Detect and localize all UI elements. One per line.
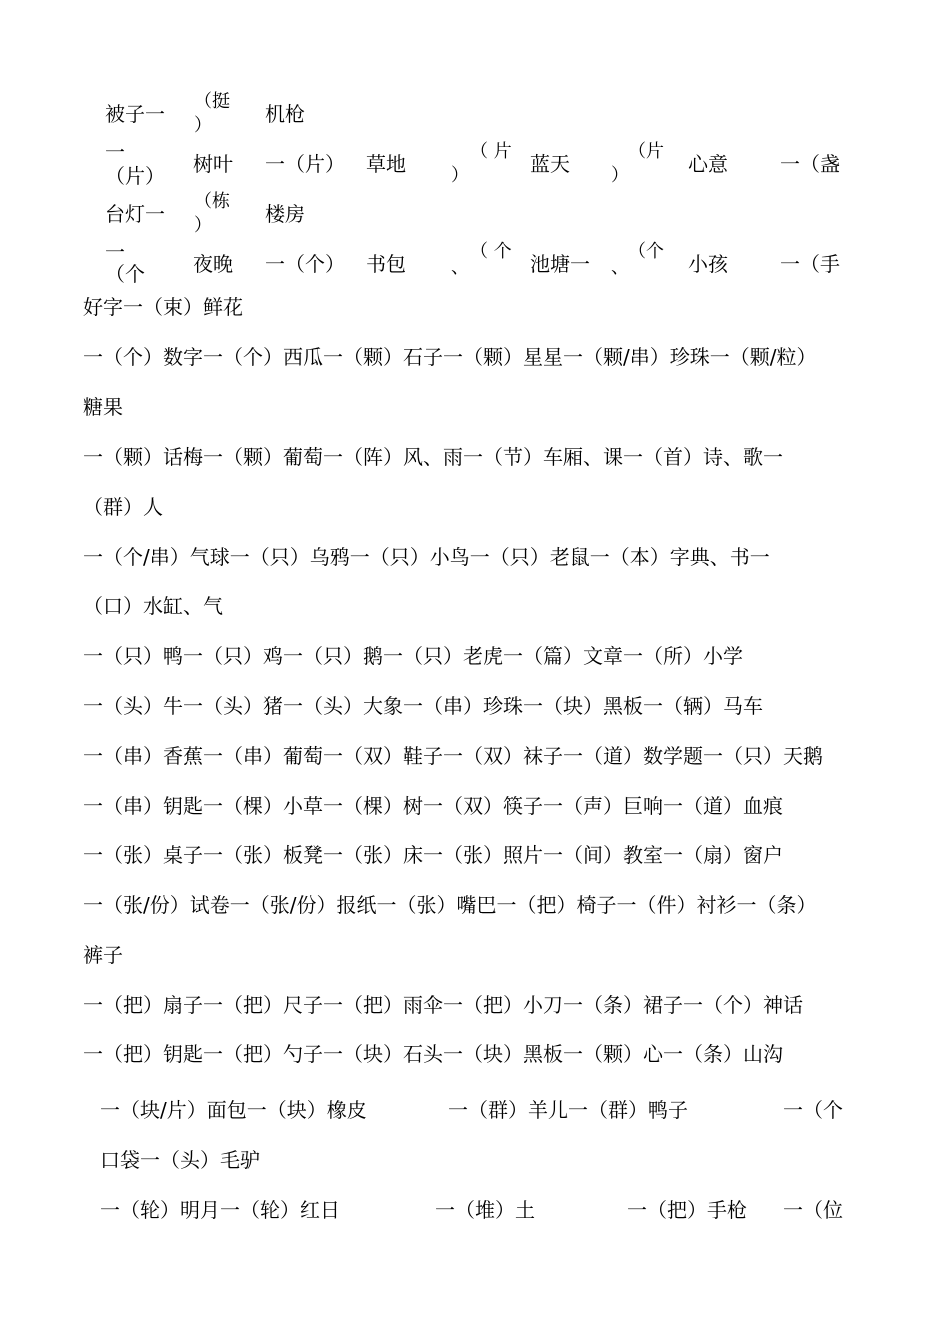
text-line: 一（位 — [783, 1198, 843, 1222]
text-line: 一（只）鸭一（只）鸡一（只）鹅一（只）老虎一（篇）文章一（所）小学 — [83, 644, 743, 668]
text-line: 一（轮）明月一（轮）红日 — [100, 1198, 340, 1222]
text-line: 裤子 — [83, 943, 123, 967]
text-line: 一（把）钥匙一（把）勺子一（块）石头一（块）黑板一（颗）心一（条）山沟 — [83, 1042, 783, 1066]
cell-text: 一（个） — [265, 252, 345, 276]
text-line: 糖果 — [83, 395, 123, 419]
text-line: 一（群）羊儿一（群）鸭子 — [448, 1098, 688, 1122]
text-line: 一（颗）话梅一（颗）葡萄一（阵）风、雨一（节）车厢、课一（首）诗、歌一 — [83, 445, 783, 469]
text-line: 一（个）数字一（个）西瓜一（颗）石子一（颗）星星一（颗/串）珍珠一（颗/粒） — [83, 345, 817, 369]
cell-text: （个 — [105, 262, 145, 286]
cell-text: 机枪 — [265, 102, 305, 126]
text-line: （群）人 — [83, 495, 163, 519]
cell-text: （片 — [628, 141, 664, 162]
text-line: 口袋一（头）毛驴 — [100, 1148, 260, 1172]
cell-text: 楼房 — [265, 202, 305, 226]
cell-text: （片） — [105, 164, 165, 188]
cell-text: 草地 — [366, 152, 406, 176]
cell-text: 小孩 — [688, 252, 728, 276]
cell-text: ） — [451, 165, 469, 186]
cell-text: 台灯一 — [105, 202, 165, 226]
cell-text: 被子一 — [105, 102, 165, 126]
text-line: 一（串）钥匙一（棵）小草一（棵）树一（双）筷子一（声）巨响一（道）血痕 — [83, 794, 783, 818]
cell-text: 一（盏 — [780, 152, 840, 176]
cell-text: 蓝天 — [530, 152, 570, 176]
text-line: 一（串）香蕉一（串）葡萄一（双）鞋子一（双）袜子一（道）数学题一（只）天鹅 — [83, 744, 823, 768]
cell-text: 一 — [105, 240, 125, 264]
text-line: （口）水缸、气 — [83, 594, 223, 618]
text-line: 一（张/份）试卷一（张/份）报纸一（张）嘴巴一（把）椅子一（件）衬衫一（条） — [83, 893, 817, 917]
cell-text: 夜晚 — [193, 252, 233, 276]
cell-text: ） — [611, 165, 629, 186]
cell-text: 一 — [105, 140, 125, 164]
text-line: 好字一（束）鲜花 — [83, 295, 243, 319]
cell-text: 一（手 — [780, 252, 840, 276]
text-line: 一（个/串）气球一（只）乌鸦一（只）小鸟一（只）老鼠一（本）字典、书一 — [83, 545, 770, 569]
cell-text: 、 — [611, 257, 629, 278]
text-line: 一（把）扇子一（把）尺子一（把）雨伞一（把）小刀一（条）裙子一（个）神话 — [83, 993, 803, 1017]
cell-text: 树叶 — [193, 152, 233, 176]
cell-text: （ 个 — [470, 241, 512, 262]
cell-text: 心意 — [688, 152, 728, 176]
text-line: 一（块/片）面包一（块）橡皮 — [100, 1098, 367, 1122]
cell-text: ） — [194, 115, 212, 136]
text-line: 一（头）牛一（头）猪一（头）大象一（串）珍珠一（块）黑板一（辆）马车 — [83, 694, 763, 718]
cell-text: （挺 — [194, 91, 230, 112]
cell-text: 、 — [451, 257, 469, 278]
cell-text: （栋 — [194, 191, 230, 212]
text-line: 一（个 — [783, 1098, 843, 1122]
cell-text: 书包 — [366, 252, 406, 276]
cell-text: ） — [194, 215, 212, 236]
text-line: 一（张）桌子一（张）板凳一（张）床一（张）照片一（间）教室一（扇）窗户 — [83, 843, 783, 867]
cell-text: 一（片） — [265, 152, 345, 176]
cell-text: （个 — [628, 241, 664, 262]
cell-text: 池塘一 — [530, 252, 590, 276]
text-line: 一（堆）土 — [435, 1198, 535, 1222]
clipped-row — [0, 240, 950, 286]
cell-text: （ 片 — [470, 141, 512, 162]
text-line: 一（把）手枪 — [627, 1198, 747, 1222]
